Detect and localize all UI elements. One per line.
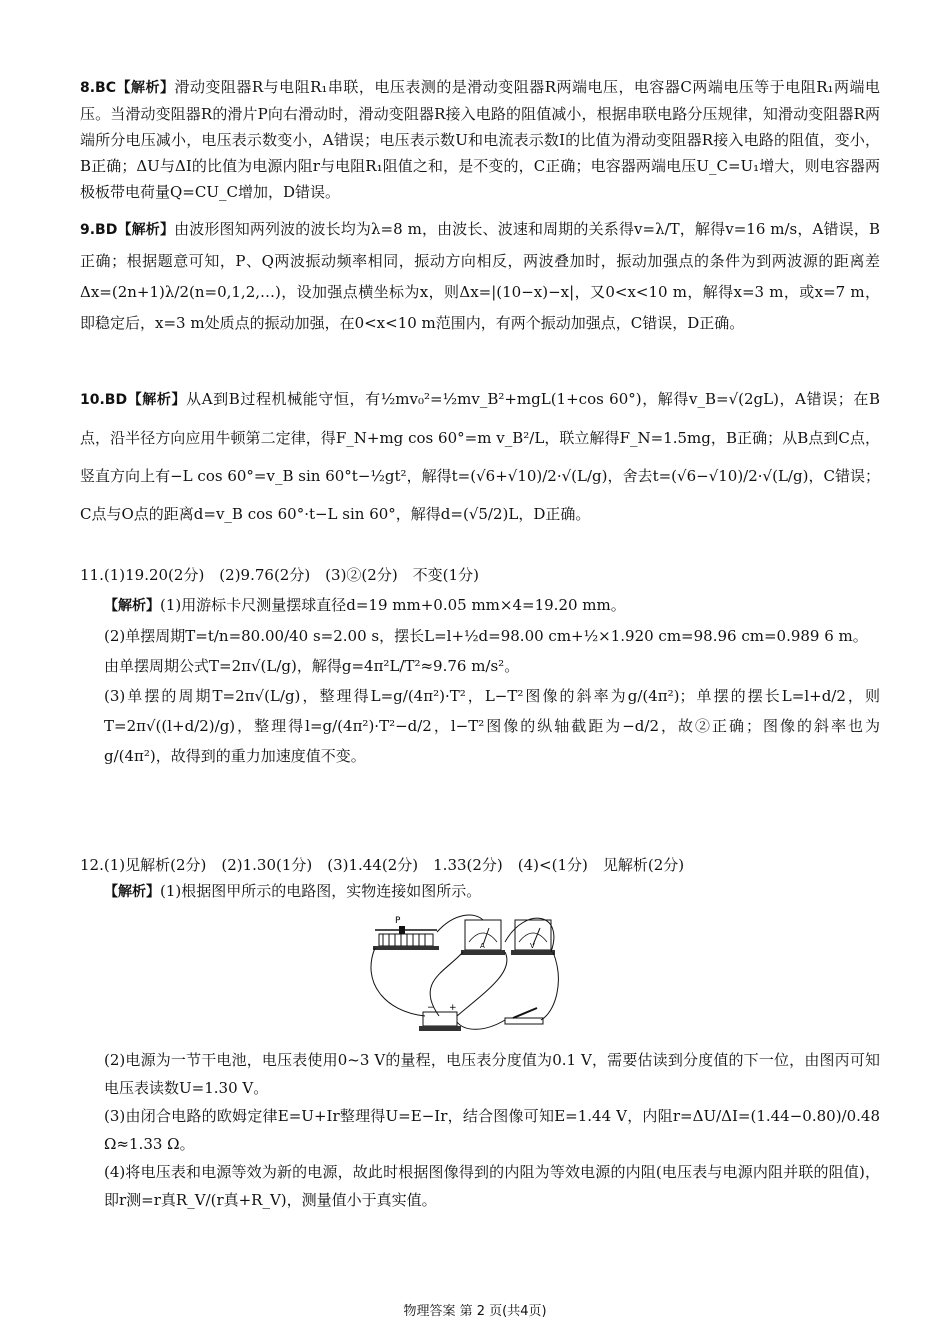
rheostat-drawing — [373, 926, 439, 950]
question-8-analysis: 滑动变阻器R与电阻R₁串联，电压表测的是滑动变阻器R两端电压，电容器C两端电压等于电阻R₁两端电压。当滑动变阻器R的滑片P向右滑动时，滑动变阻器R接入电路的阻值减小，根据串联电路分压规律，知滑动变阻器R两端所分电压减小，电压表示数变小，A错误；电压表示数U和电流表示数I的比值为滑动变阻器R接入电路的阻值，变小，B正确；ΔU与ΔI的比值为电源内阻r与电阻R₁阻值之和，是不变的，C正确；电容器两端电压U_C=U₁增大，则电容器两极板带电荷量Q=CU_C增加，D错误。 — [80, 78, 881, 201]
question-10-answer: 10.BD — [80, 392, 128, 408]
question-10-analysis: 从A到B过程机械能守恒，有½mv₀²=½mv_B²+mgL(1+cos 60°)，解得v_B=√(2gL)，A错误；在B点，沿半径方向应用牛顿第二定律，得F_N+mg cos 60°=m v_B²/L，联立解得F_N=1.5mg，B正确；从B点到C点，竖直方向上有−L cos 60°=v_B sin 60°t−½gt²，解得t=(√6+√10)/2·√(L/g)，舍去t=(√6−√10)/2·√(L/g)，C错误；C点与O点的距离d=v_B cos 60°·t−L sin 60°，解得d=(√5/2)L，D正确。 — [80, 390, 880, 523]
analysis-tag: 【解析】 — [127, 392, 187, 408]
question-11-analysis-4: (3)单摆的周期T=2π√(L/g)，整理得L=g/(4π²)·T²，L−T²图像的斜率为g/(4π²)；单摆的摆长L=l+d/2，则T=2π√((l+d/2)/g)，整理得l=g/(4π²)·T²−d/2，l−T²图像的纵轴截距为−d/2，故②正确；图像的斜率也为g/(4π²)，故得到的重力加速度值不变。 — [104, 687, 880, 765]
question-12-analysis-2: (2)电源为一节干电池，电压表使用0~3 V的量程，电压表分度值为0.1 V，需要估读到分度值的下一位，由图丙可知电压表读数U=1.30 V。 — [104, 1051, 880, 1097]
ammeter-label: A — [480, 942, 485, 950]
question-12-line-1 — [80, 878, 880, 905]
analysis-tag: 【解析】 — [104, 884, 160, 900]
question-8 — [80, 74, 880, 205]
battery-positive-label: + — [449, 1003, 457, 1013]
question-12-answer: 12.(1)见解析(2分) (2)1.30(1分) (3)1.44(2分) 1.33(2分) (4)<(1分) 见解析(2分) — [80, 856, 685, 874]
question-11-analysis-1: (1)用游标卡尺测量摆球直径d=19 mm+0.05 mm×4=19.20 mm。 — [160, 596, 626, 614]
question-12-continued — [80, 1046, 880, 1214]
question-12-analysis-3: (3)由闭合电路的欧姆定律E=U+Ir整理得U=E−Ir，结合图像可知E=1.44 V，内阻r=ΔU/ΔI=(1.44−0.80)/0.48 Ω≈1.33 Ω。 — [104, 1107, 880, 1153]
battery-negative-label: − — [427, 1003, 435, 1013]
question-11-answer: 11.(1)19.20(2分) (2)9.76(2分) (3)②(2分) 不变(1分) — [80, 566, 479, 584]
question-11-line-1 — [80, 590, 880, 621]
question-12 — [80, 852, 880, 905]
question-11-analysis-2: (2)单摆周期T=t/n=80.00/40 s=2.00 s，摆长L=l+½d=98.00 cm+½×1.920 cm=98.96 cm=0.989 6 m。 — [104, 627, 868, 645]
question-12-analysis-1: (1)根据图甲所示的电路图，实物连接如图所示。 — [160, 882, 482, 900]
switch-drawing — [505, 1008, 543, 1024]
question-9-analysis: 由波形图知两列波的波长均为λ=8 m，由波长、波速和周期的关系得v=λ/T，解得v=16 m/s，A错误，B正确；根据题意可知，P、Q两波振动频率相同，振动方向相反，两波叠加时，振动加强点的条件为到两波源的距离差Δx=(2n+1)λ/2(n=0,1,2,…)，设加强点横坐标为x，则Δx=|(10−x)−x|，又0<x<10 m，解得x=3 m，或x=7 m，即稳定后，x=3 m处质点的振动加强，在0<x<10 m范围内，有两个振动加强点，C错误，D正确。 — [80, 220, 881, 332]
question-11 — [80, 560, 880, 771]
analysis-tag: 【解析】 — [116, 80, 175, 96]
question-11-analysis-3: 由单摆周期公式T=2π√(L/g)，解得g=4π²L/T²≈9.76 m/s²。 — [104, 657, 520, 675]
question-12-analysis-4: (4)将电压表和电源等效为新的电源，故此时根据图像得到的内阻为等效电源的内阻(电压表与电源内阻并联的阻值)，即r测=r真R_V/(r真+R_V)，测量值小于真实值。 — [104, 1163, 880, 1209]
question-10 — [80, 380, 880, 533]
question-8-text — [80, 74, 880, 205]
battery-drawing — [419, 1012, 461, 1031]
analysis-tag: 【解析】 — [117, 222, 175, 238]
page-footer: 物理答案 第 2 页(共4页) — [403, 1304, 547, 1319]
question-8-answer: 8.BC — [80, 80, 117, 96]
question-9 — [80, 214, 880, 339]
slider-label: P — [395, 916, 401, 926]
question-9-answer: 9.BD — [80, 222, 118, 238]
question-9-text — [80, 214, 880, 339]
analysis-tag: 【解析】 — [104, 598, 160, 614]
circuit-figure — [365, 912, 565, 1040]
question-10-text — [80, 380, 880, 533]
voltmeter-label: V — [530, 942, 535, 950]
